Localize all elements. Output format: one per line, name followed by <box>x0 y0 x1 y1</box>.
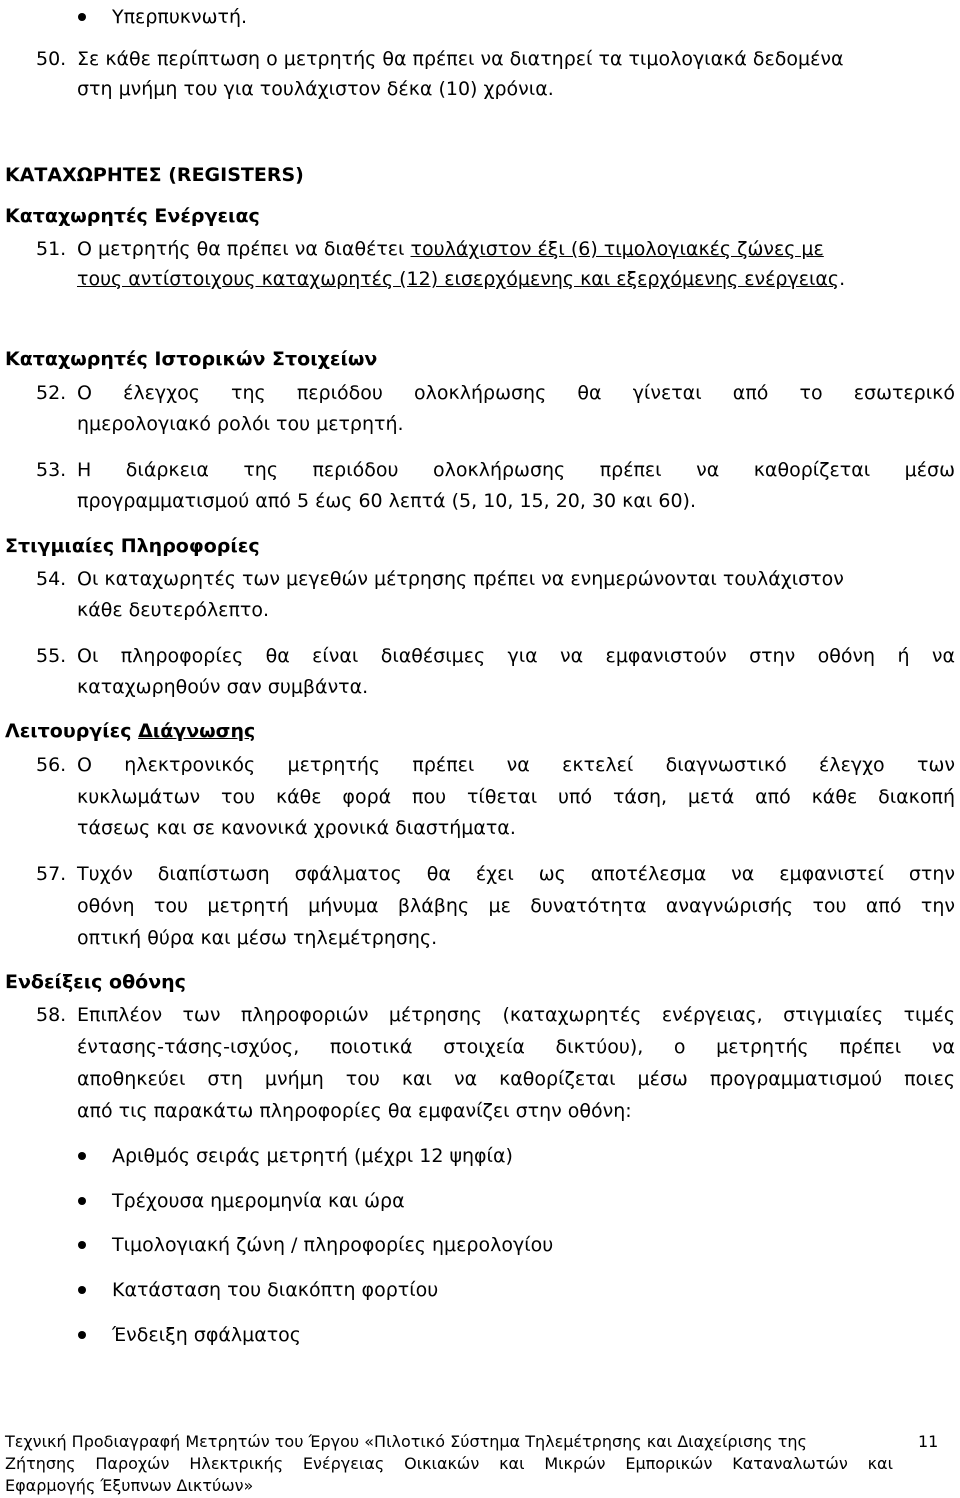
item-51-line-1-plain: Ο μετρητής θα πρέπει να διαθέτει <box>77 238 411 260</box>
item-51-line-2 <box>77 264 845 294</box>
item-50-line-2: στη μνήμη του για τουλάχιστον δέκα (10) χρόνια. <box>77 78 554 100</box>
subheading-diagnostics-plain: Λειτουργίες <box>5 720 139 742</box>
item-51-number: 51. <box>36 238 67 260</box>
item-50-number: 50. <box>36 48 67 70</box>
footer-line-3: Εφαρμογής Έξυπνων Δικτύων» <box>5 1476 254 1495</box>
bullet-dot <box>78 1241 86 1249</box>
top-bullet-text: Υπερπυκνωτή. <box>112 6 248 28</box>
item-53-number: 53. <box>36 459 67 481</box>
item-58-line-4: από τις παρακάτω πληροφορίες θα εμφανίζει στην οθόνη: <box>77 1100 632 1122</box>
item-55-line-1: Οι πληροφορίες θα είναι διαθέσιμες για να εμφανιστούν στην οθόνη ή να <box>77 645 955 667</box>
item-57-number: 57. <box>36 863 67 885</box>
subheading-display-indications: Ενδείξεις οθόνης <box>5 971 186 993</box>
display-item: Αριθμός σειράς μετρητή (μέχρι 12 ψηφία) <box>112 1145 513 1167</box>
bullet-dot <box>78 1331 86 1339</box>
subheading-instant-info: Στιγμιαίες Πληροφορίες <box>5 535 260 557</box>
bullet-dot <box>78 1286 86 1294</box>
footer-line-2: Ζήτησης Παροχών Ηλεκτρικής Ενέργειας Οικιακών και Μικρών Εμπορικών Καταναλωτών και <box>5 1454 893 1473</box>
item-56-line-3: τάσεως και σε κανονικά χρονικά διαστήματα. <box>77 817 516 839</box>
section-heading-registers: ΚΑΤΑΧΩΡΗΤΕΣ (REGISTERS) <box>5 164 304 186</box>
item-58-line-1: Επιπλέον των πληροφοριών μέτρησης (καταχωρητές ενέργειας, στιγμιαίες τιμές <box>77 1004 955 1026</box>
item-56-number: 56. <box>36 754 67 776</box>
display-item: Τιμολογιακή ζώνη / πληροφορίες ημερολογίου <box>112 1234 554 1256</box>
item-50-line-1: Σε κάθε περίπτωση ο μετρητής θα πρέπει να διατηρεί τα τιμολογιακά δεδομένα <box>77 48 844 70</box>
item-55-line-2: καταχωρηθούν σαν συμβάντα. <box>77 676 369 698</box>
display-item: Ένδειξη σφάλματος <box>112 1324 301 1346</box>
item-57-line-1: Τυχόν διαπίστωση σφάλματος θα έχει ως αποτέλεσμα να εμφανιστεί στην <box>77 863 955 885</box>
item-58-line-2: έντασης-τάσης-ισχύος, ποιοτικά στοιχεία δικτύου), ο μετρητής πρέπει να <box>77 1036 955 1058</box>
bullet-dot <box>78 1197 86 1205</box>
item-52-number: 52. <box>36 382 67 404</box>
item-56-line-2: κυκλωμάτων του κάθε φορά που τίθεται υπό τάση, μετά από κάθε διακοπή <box>77 786 955 808</box>
item-54-line-2: κάθε δευτερόλεπτο. <box>77 599 269 621</box>
item-56-line-1: Ο ηλεκτρονικός μετρητής πρέπει να εκτελεί διαγνωστικό έλεγχο των <box>77 754 955 776</box>
subheading-diagnostics-underlined: Διάγνωσης <box>138 720 256 742</box>
item-51-line-2-underlined: τους αντίστοιχους καταχωρητές (12) εισερχόμενης και εξερχόμενης ενέργειας <box>77 268 840 290</box>
item-53-line-2: προγραμματισμού από 5 έως 60 λεπτά (5, 10, 15, 20, 30 και 60). <box>77 490 696 512</box>
item-54-line-1: Οι καταχωρητές των μεγεθών μέτρησης πρέπει να ενημερώνονται τουλάχιστον <box>77 568 844 590</box>
display-item: Τρέχουσα ημερομηνία και ώρα <box>112 1190 405 1212</box>
item-52-line-1: Ο έλεγχος της περιόδου ολοκλήρωσης θα γίνεται από το εσωτερικό <box>77 382 955 404</box>
footer-line-1: Τεχνική Προδιαγραφή Μετρητών του Έργου «Πιλοτικό Σύστημα Τηλεμέτρησης και Διαχείρισης της <box>5 1432 807 1451</box>
display-item: Κατάσταση του διακόπτη φορτίου <box>112 1279 439 1301</box>
page-number: 11 <box>918 1432 939 1451</box>
item-51-line-2-period: . <box>839 268 846 290</box>
item-51-line-1 <box>77 234 824 264</box>
item-57-line-2: οθόνη του μετρητή μήνυμα βλάβης με δυνατότητα αναγνώρισής του από την <box>77 895 955 917</box>
subheading-energy-registers: Καταχωρητές Ενέργειας <box>5 205 260 227</box>
item-58-number: 58. <box>36 1004 67 1026</box>
subheading-diagnostics <box>5 716 255 746</box>
item-52-line-2: ημερολογιακό ρολόι του μετρητή. <box>77 413 404 435</box>
bullet-dot <box>78 1152 86 1160</box>
item-55-number: 55. <box>36 645 67 667</box>
item-51-line-1-underlined: τουλάχιστον έξι (6) τιμολογιακές ζώνες με <box>410 238 824 260</box>
item-54-number: 54. <box>36 568 67 590</box>
item-58-line-3: αποθηκεύει στη μνήμη του και να καθορίζεται μέσω προγραμματισμού ποιες <box>77 1068 955 1090</box>
item-53-line-1: Η διάρκεια της περιόδου ολοκλήρωσης πρέπει να καθορίζεται μέσω <box>77 459 955 481</box>
bullet-dot <box>78 13 86 21</box>
subheading-history-registers: Καταχωρητές Ιστορικών Στοιχείων <box>5 348 378 370</box>
item-57-line-3: οπτική θύρα και μέσω τηλεμέτρησης. <box>77 927 438 949</box>
